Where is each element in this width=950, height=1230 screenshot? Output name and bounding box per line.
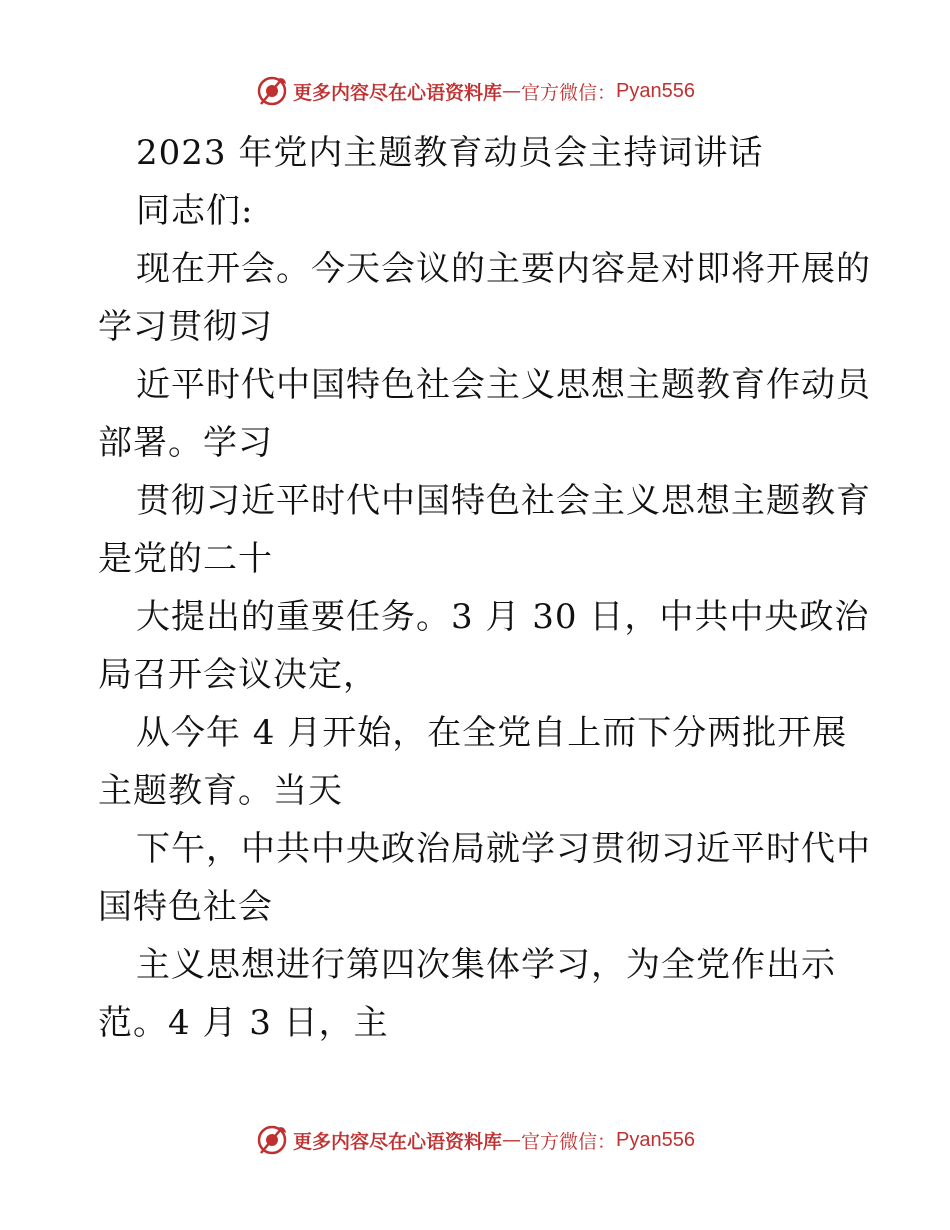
watermark-text: 更多内容尽在心语资料库 <box>293 1130 503 1153</box>
watermark-separator: — <box>502 80 522 102</box>
watermark-contact: 官方微信： <box>521 1130 617 1153</box>
quill-seal-icon <box>255 1123 289 1157</box>
text-line: 局召开会议决定， <box>98 655 378 695</box>
text-line: 国特色社会 <box>98 887 273 927</box>
header-watermark <box>0 71 950 111</box>
salutation: 同志们: <box>136 191 254 231</box>
text-line: 部署。学习 <box>98 423 273 463</box>
watermark-separator: — <box>502 1129 522 1151</box>
quill-seal-icon <box>255 74 289 108</box>
text-line: 从今年 4 月开始，在全党自上而下分两批开展 <box>136 713 848 753</box>
text-line: 主题教育。当天 <box>98 771 343 811</box>
text-line: 主义思想进行第四次集体学习，为全党作出示 <box>136 945 836 985</box>
watermark-id: Pyan556 <box>616 1128 695 1151</box>
text-line: 贯彻习近平时代中国特色社会主义思想主题教育 <box>136 481 871 521</box>
watermark-id: Pyan556 <box>616 79 695 102</box>
watermark-text: 更多内容尽在心语资料库 <box>293 81 503 104</box>
watermark-contact: 官方微信： <box>521 81 617 104</box>
footer-watermark <box>0 1120 950 1160</box>
text-line: 下午，中共中央政治局就学习贯彻习近平时代中 <box>136 829 871 869</box>
text-line: 大提出的重要任务。3 月 30 日，中共中央政治 <box>136 597 870 637</box>
text-line: 现在开会。今天会议的主要内容是对即将开展的 <box>136 249 871 289</box>
text-line: 近平时代中国特色社会主义思想主题教育作动员 <box>136 365 871 405</box>
document-title: 2023 年党内主题教育动员会主持词讲话 <box>136 133 764 173</box>
text-line: 是党的二十 <box>98 539 273 579</box>
document-body <box>98 124 871 1052</box>
text-line: 学习贯彻习 <box>98 307 273 347</box>
text-line: 范。4 月 3 日，主 <box>98 1003 389 1043</box>
